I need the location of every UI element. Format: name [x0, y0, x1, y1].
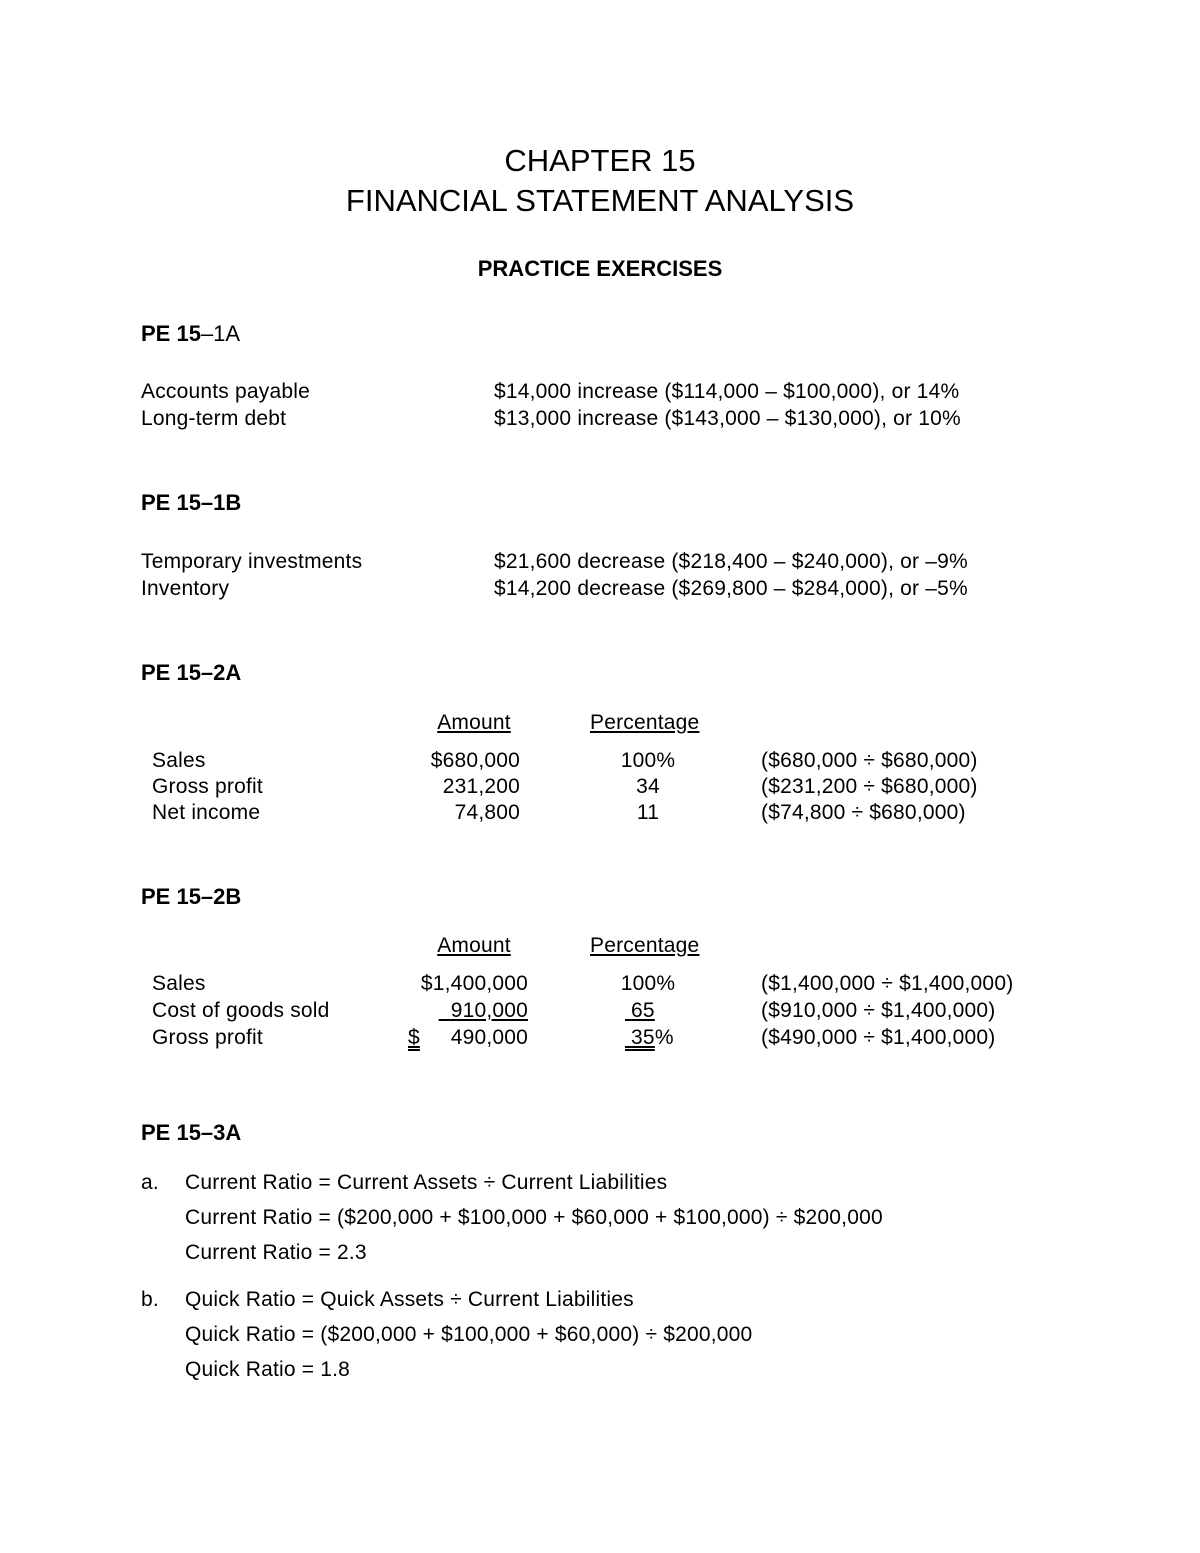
- pe-3a-heading: PE 15–3A: [141, 1120, 242, 1145]
- pe-2b-col-amount: Amount: [437, 934, 511, 957]
- pe-2a-amount-3: 74,800: [454, 801, 520, 824]
- pe-2a-label-2: Gross profit: [152, 775, 263, 798]
- pe-2b-label-2: Cost of goods sold: [152, 999, 330, 1022]
- pe-2a-calc-3: ($74,800 ÷ $680,000): [761, 801, 966, 824]
- pe-2b-amount-3: $ 490,000: [408, 1026, 528, 1049]
- pe-1b-text-2: $14,200 decrease ($269,800 – $284,000), or –5%: [494, 577, 968, 600]
- pe-3a-a-line-3: Current Ratio = 2.3: [185, 1241, 367, 1264]
- pe-2b-amount-1: $1,400,000: [420, 972, 528, 995]
- pe-3a-marker-b: b.: [141, 1288, 159, 1311]
- section-title: PRACTICE EXERCISES: [477, 256, 723, 281]
- pe-3a-marker-a: a.: [141, 1171, 159, 1194]
- chapter-title: FINANCIAL STATEMENT ANALYSIS: [345, 183, 855, 218]
- pe-2b-label-1: Sales: [152, 972, 206, 995]
- pe-3a-a-line-2: Current Ratio = ($200,000 + $100,000 + $60,000 + $100,000) ÷ $200,000: [185, 1206, 883, 1229]
- pe-2b-pct-1: 100%: [620, 972, 676, 995]
- pe-2a-col-percentage: Percentage: [590, 711, 700, 734]
- pe-3a-b-line-2: Quick Ratio = ($200,000 + $100,000 + $60,000) ÷ $200,000: [185, 1323, 753, 1346]
- pe-2b-col-percentage: Percentage: [590, 934, 700, 957]
- pe-2b-heading: PE 15–2B: [141, 884, 242, 909]
- pe-1b-text-1: $21,600 decrease ($218,400 – $240,000), or –9%: [494, 550, 968, 573]
- pe-1a-text-1: $14,000 increase ($114,000 – $100,000), or 14%: [494, 380, 960, 403]
- chapter-number: CHAPTER 15: [504, 143, 696, 178]
- pe-2a-heading: PE 15–2A: [141, 660, 242, 685]
- pe-2b-calc-2: ($910,000 ÷ $1,400,000): [761, 999, 996, 1022]
- pe-1b-label-2: Inventory: [141, 577, 230, 600]
- pe-2a-calc-2: ($231,200 ÷ $680,000): [761, 775, 978, 798]
- pe-2b-calc-1: ($1,400,000 ÷ $1,400,000): [761, 972, 1014, 995]
- pe-1a-label-1: Accounts payable: [141, 380, 310, 403]
- pe-3a-b-line-3: Quick Ratio = 1.8: [185, 1358, 351, 1381]
- pe-3a-a-line-1: Current Ratio = Current Assets ÷ Current Liabilities: [185, 1171, 668, 1194]
- pe-2b-calc-3: ($490,000 ÷ $1,400,000): [761, 1026, 996, 1049]
- pe-2b-amount-2: 910,000: [450, 999, 528, 1022]
- pe-1b-heading: PE 15–1B: [141, 490, 242, 515]
- pe-3a-b-line-1: Quick Ratio = Quick Assets ÷ Current Liabilities: [185, 1288, 634, 1311]
- pe-2a-amount-2: 231,200: [442, 775, 520, 798]
- pe-2a-calc-1: ($680,000 ÷ $680,000): [761, 749, 978, 772]
- pe-2a-label-1: Sales: [152, 749, 206, 772]
- pe-1a-heading: PE 15–1A: [141, 321, 241, 346]
- pe-2a-pct-2: 34: [636, 775, 660, 798]
- pe-1a-text-2: $13,000 increase ($143,000 – $130,000), or 10%: [494, 407, 961, 430]
- pe-2a-amount-1: $680,000: [430, 749, 520, 772]
- pe-2a-pct-3: 11: [636, 801, 660, 824]
- pe-1b-label-1: Temporary investments: [141, 550, 363, 573]
- pe-2a-label-3: Net income: [152, 801, 261, 824]
- pe-2b-pct-2: 65: [631, 999, 655, 1022]
- pe-2b-label-3: Gross profit: [152, 1026, 263, 1049]
- pe-2a-pct-1: 100%: [620, 749, 676, 772]
- pe-1a-label-2: Long-term debt: [141, 407, 287, 430]
- pe-2a-col-amount: Amount: [437, 711, 511, 734]
- pe-2b-pct-3: 35%: [631, 1026, 674, 1049]
